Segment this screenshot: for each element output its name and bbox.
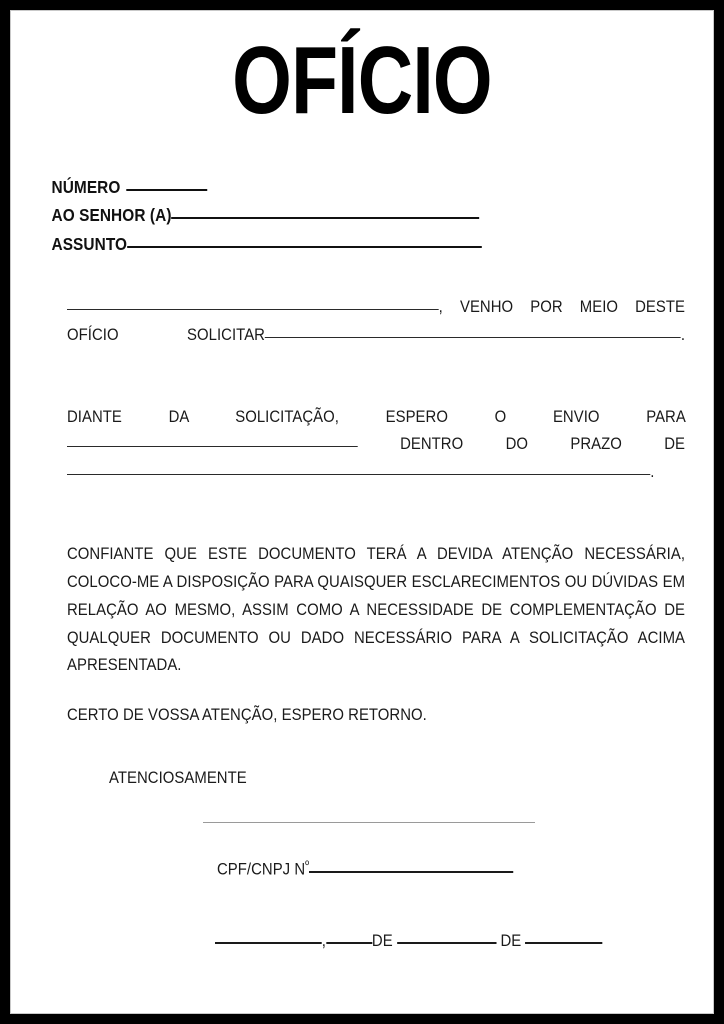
blank-destinatario[interactable] — [67, 309, 439, 310]
field-label-ao-senhor: AO SENHOR (A) — [51, 205, 172, 226]
ordinal-indicator-icon: º — [305, 859, 310, 873]
paragraph-prazo — [67, 404, 685, 515]
cpf-cnpj-blank[interactable] — [309, 871, 513, 873]
cpf-cnpj-label: CPF/CNPJ N — [217, 860, 306, 879]
field-row-ao-senhor — [51, 201, 614, 229]
field-row-assunto — [51, 230, 614, 258]
document-sheet — [10, 10, 714, 1014]
blank-prazo[interactable] — [67, 474, 650, 475]
field-blank-assunto[interactable] — [127, 246, 482, 248]
signature-line[interactable] — [203, 822, 535, 823]
closing-salutation: ATENCIOSAMENTE — [109, 769, 247, 788]
paragraph-retorno: CERTO DE VOSSA ATENÇÃO, ESPERO RETORNO. — [67, 706, 427, 725]
field-label-numero: NÚMERO — [51, 177, 121, 197]
date-day-blank[interactable] — [326, 942, 372, 944]
blank-local-envio[interactable] — [67, 446, 358, 447]
paragraph-2-text-lead: DIANTE DA SOLICITAÇÃO, ESPERO O ENVIO PARA — [67, 407, 686, 426]
document-body — [11, 294, 713, 730]
blank-solicitacao[interactable] — [265, 337, 681, 338]
paragraph-2-text-mid: DENTRO DO PRAZO DE — [400, 435, 686, 454]
field-row-numero — [51, 173, 614, 201]
date-de-1: DE — [371, 931, 393, 950]
field-label-assunto: ASSUNTO — [51, 233, 128, 254]
field-blank-numero[interactable] — [127, 189, 208, 191]
date-row — [215, 932, 647, 951]
signature-block — [11, 766, 713, 951]
paragraph-confiante: CONFIANTE QUE ESTE DOCUMENTO TERÁ A DEVIDA ATENÇÃO NECESSÁRIA, COLOCO-ME A DISPOSIÇÃO PARA QUAISQUER ESCLARECIMENTOS OU DÚVIDAS EM RELAÇÃO AO MESMO, ASSIM COMO A NECESSIDADE DE COMPLEMENTAÇÃO DE QUALQUER DOCUMENTO OU DADO NECESSÁRIO PARA A SOLICITAÇÃO ACIMA APRESENTADA. — [67, 545, 686, 675]
date-comma: , — [321, 931, 326, 950]
date-month-blank[interactable] — [397, 942, 496, 944]
paragraph-1-text-a: , VENHO POR MEIO DESTE OFÍCIO SOLICITAR — [67, 298, 686, 344]
date-de-2: DE — [500, 931, 522, 950]
date-year-blank[interactable] — [525, 942, 602, 944]
cpf-cnpj-row — [217, 859, 648, 880]
paragraph-2-terminator: . — [650, 463, 655, 482]
header-fields-block — [11, 173, 629, 258]
paragraph-solicitacao — [67, 294, 685, 378]
paragraph-1-terminator: . — [680, 325, 686, 344]
page-title: OFÍCIO — [232, 27, 492, 134]
date-city-blank[interactable] — [215, 942, 322, 944]
field-blank-ao-senhor[interactable] — [172, 217, 480, 219]
